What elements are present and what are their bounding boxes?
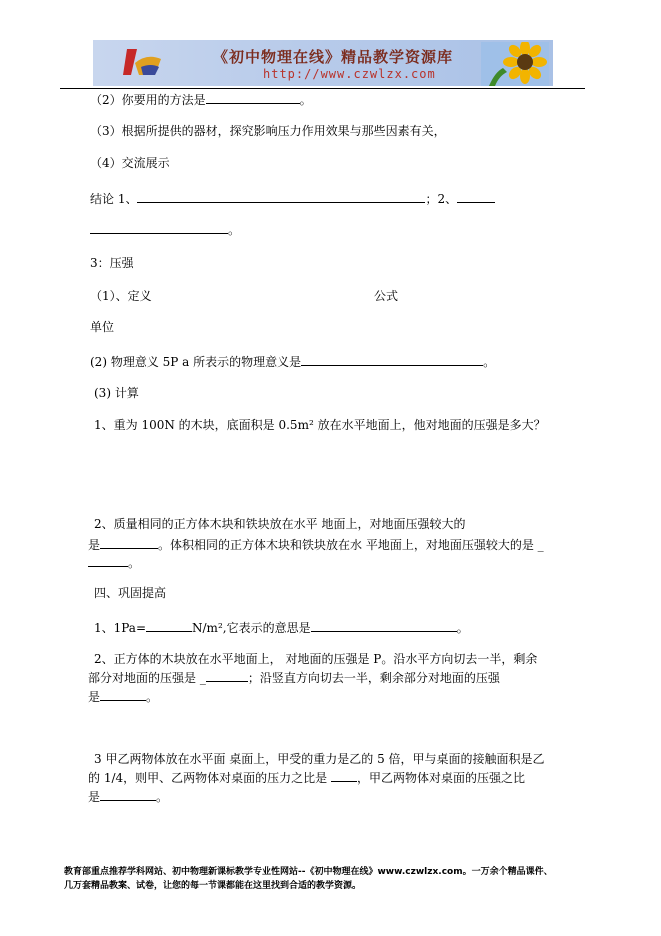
calc-question-2-line-1: 2、质量相同的正方体木块和铁块放在水平 地面上，对地面压强较大的 (94, 517, 466, 531)
footer-line-2: 几万套精品教案、试卷，让您的每一节课都能在这里找到合适的教学资源。 (64, 881, 362, 891)
calc-question-2-line-3: 。 (88, 555, 140, 570)
calc-question-2-line-2: 是 。体积相同的正方体木块和铁块放在水 平地面上，对地面压强较大的是 _ (88, 538, 544, 552)
consolidate-question-3-line-3: 是 。 (88, 790, 169, 804)
physical-meaning: (2) 物理意义 5P a 所表示的物理意义是 。 (90, 355, 496, 369)
header-banner (93, 40, 553, 86)
header-rule (60, 88, 585, 89)
footer-line-1: 教育部重点推荐学科网站、初中物理新课标教学专业性网站--《初中物理在线》www.czwlzx.com。一万余个精品课件、 (64, 867, 553, 877)
site-logo-icon (121, 45, 165, 81)
unit-label: 单位 (90, 320, 115, 334)
consolidate-question-3-line-1: 3 甲乙两物体放在水平面 桌面上，甲受的重力是乙的 5 倍，甲与桌面的接触面积是乙 (94, 752, 545, 766)
definition-label: （1）、定义 (90, 289, 152, 303)
banner-title: 《初中物理在线》精品教学资源库 (213, 48, 454, 66)
calc-question-1: 1、重为 100N 的木块，底面积是 0.5m² 放在水平地面上，他对地面的压强是多大？ (94, 418, 546, 432)
consolidate-question-2-line-1: 2、正方体的木块放在水平地面上， 对地面的压强是 P。沿水平方向切去一半，剩余 (94, 652, 538, 666)
section-4-heading: 四、巩固提高 (94, 586, 167, 600)
sunflower-icon (481, 42, 549, 86)
formula-label: 公式 (374, 289, 399, 303)
consolidate-question-2-line-3: 是 。 (88, 690, 159, 704)
banner-url[interactable]: http://www.czwlzx.com (263, 67, 436, 81)
question-3: （3）根据所提供的器材，探究影响压力作用效果与那些因素有关， (90, 124, 446, 138)
section-3-heading: 3：压强 (90, 256, 134, 270)
calculation-label: (3) 计算 (94, 386, 139, 400)
conclusion-line-2: 。 (90, 222, 240, 237)
conclusion-line: 结论 1、 ；2、 (90, 191, 495, 206)
question-4: （4）交流展示 (90, 156, 170, 170)
consolidate-question-2-line-2: 部分对地面的压强是 _ ；沿竖直方向切去一半，剩余部分对地面的压强 (88, 671, 500, 685)
consolidate-question-3-line-2: 的 1/4，则甲、乙两物体对桌面的压力之比是 ，甲乙两物体对桌面的压强之比 (88, 771, 525, 785)
question-2-method: （2）你要用的方法是 。 (90, 93, 312, 107)
consolidate-question-1: 1、1Pa= N/m²,它表示的意思是 。 (94, 621, 469, 635)
